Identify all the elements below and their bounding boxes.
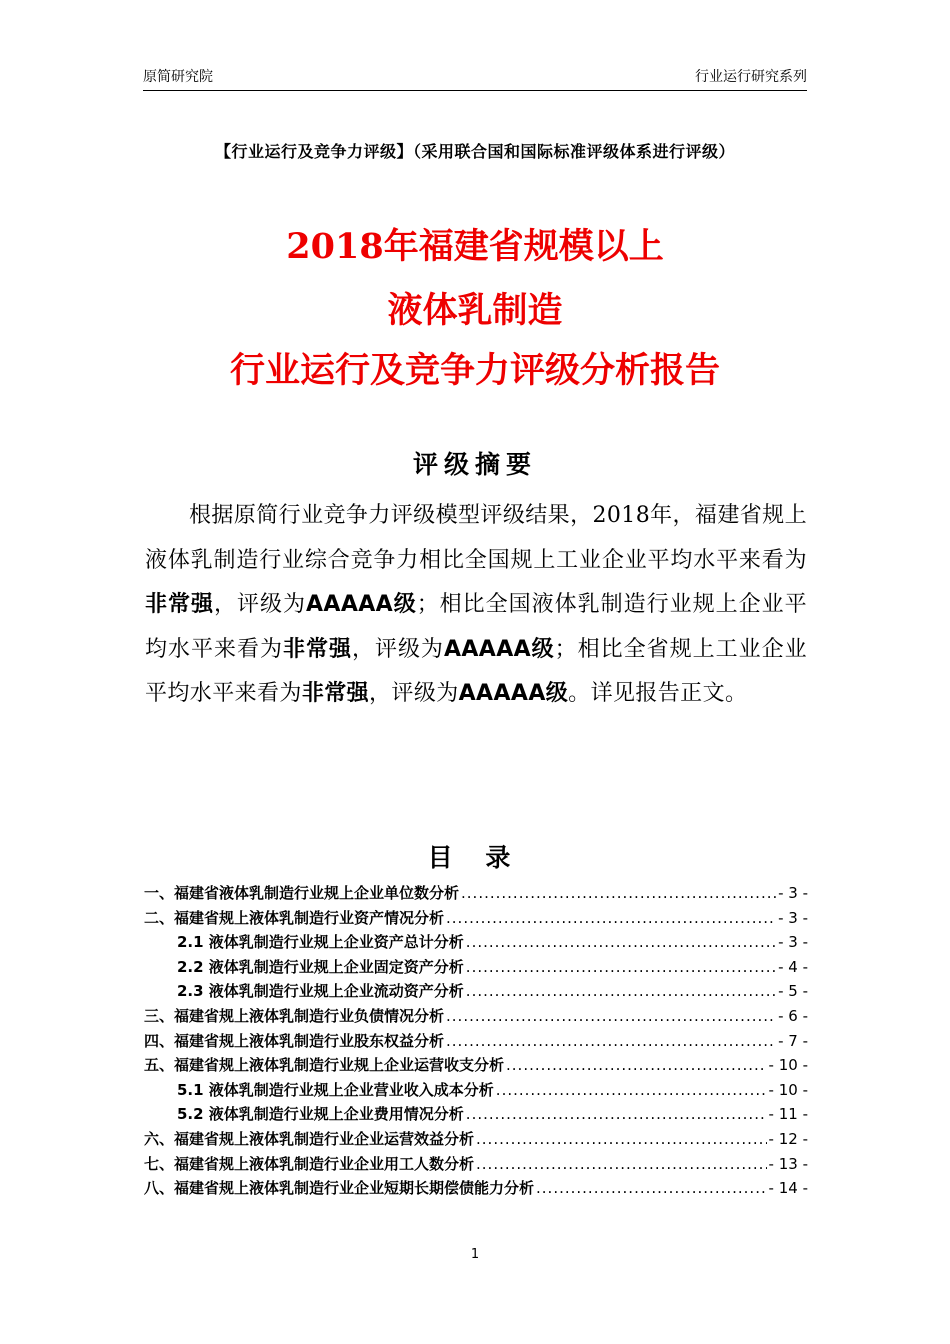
summary-text-7: 。详见报告正文。: [568, 681, 748, 706]
toc-dot-leader: [446, 909, 776, 927]
toc-subentry[interactable]: [144, 980, 808, 1005]
header-right-text: 行业运行研究系列: [695, 69, 807, 85]
toc-entry-label: 三、福建省规上液体乳制造行业负债情况分析: [144, 1006, 445, 1025]
summary-text-1: 根据原简行业竞争力评级模型评级结果，2018年，福建省规上液体乳制造行业综合竞争力相比全国规上工业企业平均水平来看为: [145, 503, 807, 573]
toc-entry-label: 5.1 液体乳制造行业规上企业营业收入成本分析: [177, 1080, 494, 1099]
toc-entry-page: - 4 -: [778, 957, 808, 976]
title-line-1: 2018年福建省规模以上: [286, 226, 664, 267]
toc-entry-page: - 3 -: [778, 933, 808, 952]
summary-text-3: ；相比全国液体乳制造行业规上企业平均水平来看为: [145, 592, 807, 662]
toc-entry-label: 5.2 液体乳制造行业规上企业费用情况分析: [177, 1105, 464, 1124]
summary-text-6: ，评级为: [369, 681, 459, 706]
toc-heading: 目 录: [427, 843, 523, 872]
toc-entry[interactable]: [144, 882, 808, 907]
toc-entry-page: - 12 -: [768, 1129, 808, 1148]
toc-entry[interactable]: [144, 907, 808, 932]
toc-entry-page: - 13 -: [768, 1154, 808, 1173]
toc-dot-leader: [506, 1056, 767, 1074]
toc-entry[interactable]: [144, 1005, 808, 1030]
toc-entry-label: 七、福建省规上液体乳制造行业企业用工人数分析: [144, 1154, 475, 1173]
toc-dot-leader: [466, 1105, 767, 1123]
toc-entry-page: - 11 -: [768, 1105, 808, 1124]
summary-heading: 评级摘要: [412, 450, 537, 479]
toc-entry[interactable]: [144, 1128, 808, 1153]
header-divider: [143, 90, 807, 91]
summary-strong-2: 非常强: [282, 636, 352, 662]
toc-entry-label: 2.1 液体乳制造行业规上企业资产总计分析: [177, 933, 464, 952]
title-line-2: 液体乳制造: [387, 290, 563, 331]
toc-entry-page: - 14 -: [768, 1179, 808, 1198]
page-number: 1: [470, 1247, 480, 1262]
toc-entry[interactable]: [144, 1054, 808, 1079]
toc-subentry[interactable]: [144, 931, 808, 956]
toc-entry-page: - 6 -: [778, 1006, 808, 1025]
toc-dot-leader: [466, 982, 776, 1000]
toc-dot-leader: [466, 933, 776, 951]
toc-subentry[interactable]: [144, 1079, 808, 1104]
toc-entry-label: 2.2 液体乳制造行业规上企业固定资产分析: [177, 957, 464, 976]
toc-dot-leader: [446, 1032, 776, 1050]
title-line-3: 行业运行及竞争力评级分析报告: [229, 350, 720, 391]
toc-entry-page: - 3 -: [778, 908, 808, 927]
toc-entry-label: 五、福建省规上液体乳制造行业规上企业运营收支分析: [144, 1056, 505, 1075]
toc-entry-label: 二、福建省规上液体乳制造行业资产情况分析: [144, 908, 445, 927]
toc-entry[interactable]: [144, 1153, 808, 1178]
toc-dot-leader: [536, 1179, 767, 1197]
toc-entry-label: 一、福建省液体乳制造行业规上企业单位数分析: [144, 884, 460, 902]
toc-dot-leader: [461, 884, 776, 902]
toc-entry-page: - 7 -: [778, 1031, 808, 1050]
summary-grade-2: AAAAA级: [443, 636, 555, 662]
toc-dot-leader: [466, 958, 776, 976]
toc-entry[interactable]: [144, 1177, 808, 1202]
toc-entry-page: - 10 -: [768, 1056, 808, 1075]
toc-entry[interactable]: [144, 1030, 808, 1055]
summary-strong-3: 非常强: [301, 681, 370, 706]
toc-entry-page: - 10 -: [768, 1080, 808, 1099]
summary-text-2: ，评级为: [213, 592, 306, 617]
toc-dot-leader: [476, 1155, 767, 1173]
summary-text-4: ，评级为: [351, 636, 444, 662]
toc-entry-label: 八、福建省规上液体乳制造行业企业短期长期偿债能力分析: [144, 1179, 535, 1198]
toc-entry-label: 六、福建省规上液体乳制造行业企业运营效益分析: [144, 1129, 475, 1148]
summary-grade-3: AAAAA级: [458, 681, 569, 706]
summary-grade-1: AAAAA级: [305, 592, 417, 617]
toc-dot-leader: [496, 1081, 767, 1099]
toc-entry-label: 2.3 液体乳制造行业规上企业流动资产分析: [177, 982, 464, 1001]
table-of-contents: [144, 882, 808, 1202]
toc-entry-page: - 5 -: [778, 982, 808, 1001]
toc-subentry[interactable]: [144, 956, 808, 981]
header-left-text: 原简研究院: [143, 69, 213, 85]
rating-tagline: 【行业运行及竞争力评级】（采用联合国和国际标准评级体系进行评级）: [214, 142, 735, 161]
summary-text-5: ；相比全省规上工业企业平均水平来看为: [145, 636, 807, 706]
toc-dot-leader: [476, 1130, 767, 1148]
toc-entry-label: 四、福建省规上液体乳制造行业股东权益分析: [144, 1031, 445, 1050]
summary-paragraph: [145, 494, 807, 717]
toc-subentry[interactable]: [144, 1103, 808, 1128]
summary-strong-1: 非常强: [145, 592, 214, 617]
toc-entry-page: - 3 -: [778, 884, 808, 902]
toc-dot-leader: [446, 1007, 776, 1025]
